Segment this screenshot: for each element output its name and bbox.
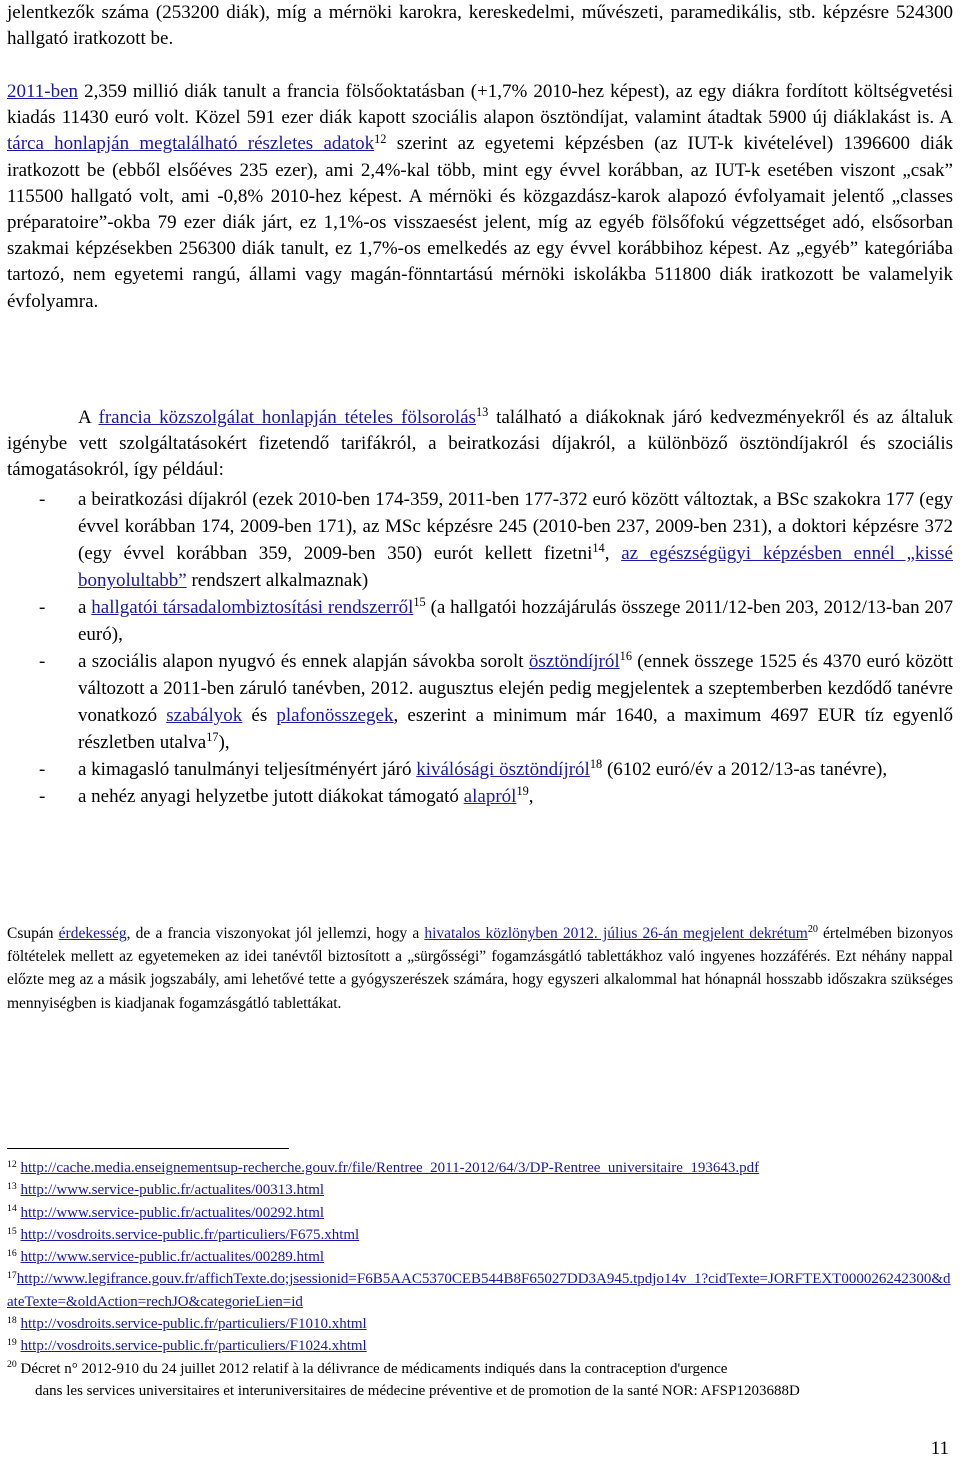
list-dash: - [39, 786, 46, 807]
footnote-link[interactable]: http://cache.media.enseignementsup-recherche.gouv.fr/file/Rentree_2011-2012/64/3/DP-Rentree_universitaire_193643.pdf [20, 1160, 760, 1176]
footnote-ref-12: 12 [374, 131, 387, 146]
footnote-number: 16 [7, 1247, 17, 1259]
link-erdekesseg[interactable]: érdekesség [58, 925, 127, 942]
footnote-number: 13 [7, 1180, 17, 1192]
paragraph-benefits [7, 405, 953, 484]
link-kozszolgalat-honlap[interactable]: francia közszolgálat honlapján tételes fölsorolás [98, 407, 476, 428]
list-item [7, 594, 953, 648]
text-span: Csupán [7, 925, 59, 942]
footnote-number: 18 [7, 1314, 17, 1326]
text-span: a kimagasló tanulmányi teljesítményért járó [78, 759, 417, 780]
footnote-link[interactable]: http://www.service-public.fr/actualites/00313.html [20, 1182, 325, 1199]
text-span: A [78, 407, 99, 428]
footnote-14 [7, 1202, 953, 1224]
footnote-15 [7, 1224, 953, 1246]
footnote-number: 12 [7, 1158, 17, 1170]
benefit-list [7, 486, 953, 810]
footnote-link[interactable]: http://vosdroits.service-public.fr/particuliers/F1010.xhtml [20, 1316, 367, 1333]
text-span: rendszert alkalmaznak) [186, 570, 369, 591]
text-span: , [604, 543, 622, 564]
footnote-separator [7, 1148, 289, 1149]
footnote-ref-20: 20 [807, 924, 818, 936]
text-span: , eszerint a minimum már 1640, a maximum 4697 EUR tíz egyenlő részletben utalva [78, 705, 953, 753]
link-egeszsegugyi-kepzes[interactable]: az egészségügyi képzésben ennél „kissé bonyolultabb” [78, 543, 953, 591]
footnote-number: 14 [7, 1203, 17, 1215]
link-2011-ben[interactable]: 2011-ben [7, 81, 79, 102]
footnote-link[interactable]: http://www.service-public.fr/actualites/00292.html [20, 1204, 325, 1221]
footnotes [7, 1157, 953, 1402]
footnote-number: 19 [7, 1337, 17, 1349]
paragraph-continuation: jelentkezők száma (253200 diák), míg a mérnöki karokra, kereskedelmi, művészeti, paramedikális, stb. képzésre 524300 hallgató iratkozott be. [7, 2, 953, 50]
text-span: a [78, 597, 92, 618]
footnote-17 [7, 1268, 953, 1313]
text-span: , [528, 786, 534, 807]
paragraph-curiosity [7, 922, 953, 1015]
list-dash: - [39, 759, 46, 780]
footnote-20 [7, 1358, 953, 1403]
text-span: található a diákoknak járó kedvezményekről és az általuk igénybe vett szolgáltatásokért fizetendő tarifákról, a beiratkozási díjakról, a különböző ösztöndíjakról és szociális támogatásokról, így például: [7, 407, 953, 481]
link-alaprol[interactable]: alapról [463, 786, 517, 807]
text-span: ), [218, 732, 230, 753]
text-span: a nehéz anyagi helyzetbe jutott diákokat támogató [78, 786, 464, 807]
footnote-link[interactable]: http://vosdroits.service-public.fr/particuliers/F675.xhtml [20, 1226, 360, 1243]
footnote-ref-15: 15 [413, 595, 426, 610]
text-span: a szociális alapon nyugvó és ennek alapján sávokba sorolt [78, 651, 529, 672]
text-span: értelmében bizonyos föltételek mellett az egyetemeken az idei tanévtől biztosított a „sürgősségi” fogamzásgátló tablettákhoz való ingyenes hozzáférés. Ezt néhány nappal előzte meg az a másik jogszabály, ami lehetővé tette a gyógyszerészek számára, hogy egyszeri alkalommal hat hónapnál hosszabb időszakra szükséges mennyiségben is kiadjanak fogamzásgátló tablettákat. [7, 925, 953, 1012]
footnote-number: 15 [7, 1225, 17, 1237]
footnote-number: 20 [7, 1359, 17, 1371]
link-kivalosagi-osztondij[interactable]: kiválósági ösztöndíjról [416, 759, 590, 780]
text-span: 2,359 millió diák tanult a francia fölsőoktatásban (+1,7% 2010-hez képest), az egy diákra fordított költségvetési kiadás 11430 euró volt. Közel 591 ezer diák kapott szociális alapon ösztöndíjat, valamint átadtak 5900 új diáklakást is. A [7, 81, 953, 129]
list-dash: - [39, 651, 46, 672]
text-span: (6102 euró/év a 2012/13-as tanévre), [602, 759, 888, 780]
footnote-ref-18: 18 [589, 757, 603, 772]
text-span: (a hallgatói hozzájárulás összege 2011/12-ben 203, 2012/13-ban 207 euró), [78, 597, 953, 645]
text-span: (ennek összege 1525 és 4370 euró között változott a 2011-ben záruló tanévben, 2012. augusztus elején pedig megjelentek a szeptemberben kezdődő tanévre vonatkozó [78, 651, 954, 726]
paragraph-statistics [7, 79, 953, 315]
link-szabalyok[interactable]: szabályok [166, 705, 243, 726]
footnote-text: dans les services universitaires et interuniversitaires de médecine préventive et de promotion de la santé NOR: AFSP1203688D [35, 1382, 800, 1399]
footnote-ref-19: 19 [516, 784, 529, 799]
link-hivatalos-kozlony[interactable]: hivatalos közlönyben 2012. július 26-án megjelent dekrétum [424, 925, 808, 942]
text-span: szerint az egyetemi képzésben (az IUT-k kivételével) 1396600 diák iratkozott be (ebből elsőéves 235 ezer), ami 2,4%-kal több, mint egy évvel korábban, az IUT-k esetében viszont „csak” 115500 hallgató volt, ami -0,8% 2010-hez képest. A mérnöki és közgazdász-karok alapozó évfolyamait jelentő „classes préparatoire”-okba 79 ezer diák járt, ez 1,1%-os visszaesést jelent, míg az egyéb fölsőfokú végzettséget adó, elsősorban szakmai képzésekben 256300 diák tanult, ez 1,7%-os emelkedés az egy évvel korábbihoz képest. Az „egyéb” kategóriába tartozó, nem egyetemi rangú, állami vagy magán-fönntartású mérnöki iskolákba 511800 diák iratkozott be valamelyik évfolyamra. [7, 133, 953, 312]
footnote-ref-17: 17 [206, 730, 219, 745]
list-item [7, 756, 953, 783]
link-plafonosszegek[interactable]: plafonösszegek [276, 705, 394, 726]
footnote-12 [7, 1157, 953, 1179]
footnote-number: 17 [7, 1270, 17, 1282]
footnote-ref-14: 14 [592, 541, 605, 556]
list-item [7, 648, 953, 756]
footnote-text: Décret n° 2012-910 du 24 juillet 2012 relatif à la délivrance de médicaments indiqués dans la contraception d'urgence [20, 1360, 728, 1377]
footnote-16 [7, 1246, 953, 1268]
text-span: a beiratkozási díjakról (ezek 2010-ben 174-359, 2011-ben 177-372 euró között változtak, a BSc szakokra 177 (egy évvel korábban 174, 2009-ben 171), az MSc képzésre 245 (2010-ben 237, 2009-ben 231), a doktori képzésre 372 (egy évvel korábban 359, 2009-ben 350) eurót kellett fizetni [78, 489, 953, 564]
list-dash: - [39, 597, 46, 618]
footnote-link[interactable]: http://vosdroits.service-public.fr/particuliers/F1024.xhtml [20, 1338, 367, 1355]
footnote-18 [7, 1313, 953, 1335]
footnote-19 [7, 1335, 953, 1357]
list-dash: - [39, 489, 46, 510]
footnote-13 [7, 1179, 953, 1201]
page-number: 11 [930, 1438, 949, 1459]
footnote-link[interactable]: http://www.service-public.fr/actualites/00289.html [20, 1249, 325, 1266]
list-item [7, 486, 953, 594]
link-tarca-honlapja[interactable]: tárca honlapján megtalálható részletes adatok [7, 133, 375, 155]
footnote-link[interactable]: http://www.legifrance.gouv.fr/affichTexte.do;jsessionid=F6B5AAC5370CEB544B8F65027DD3A945.tpdjo14v_1?cidTexte=JORFTEXT000026242300&dateTexte=&oldAction=rechJO&categorieLien=id [7, 1271, 951, 1310]
footnote-ref-13: 13 [475, 405, 489, 420]
text-span: , de a francia viszonyokat jól jellemzi, hogy a [126, 925, 425, 942]
footnote-ref-16: 16 [619, 649, 632, 664]
list-item [7, 783, 953, 810]
link-tarsadalombiztositas[interactable]: hallgatói társadalombiztosítási rendszerről [91, 597, 414, 618]
text-span: és [242, 705, 277, 726]
link-osztondij[interactable]: ösztöndíjról [528, 651, 620, 672]
